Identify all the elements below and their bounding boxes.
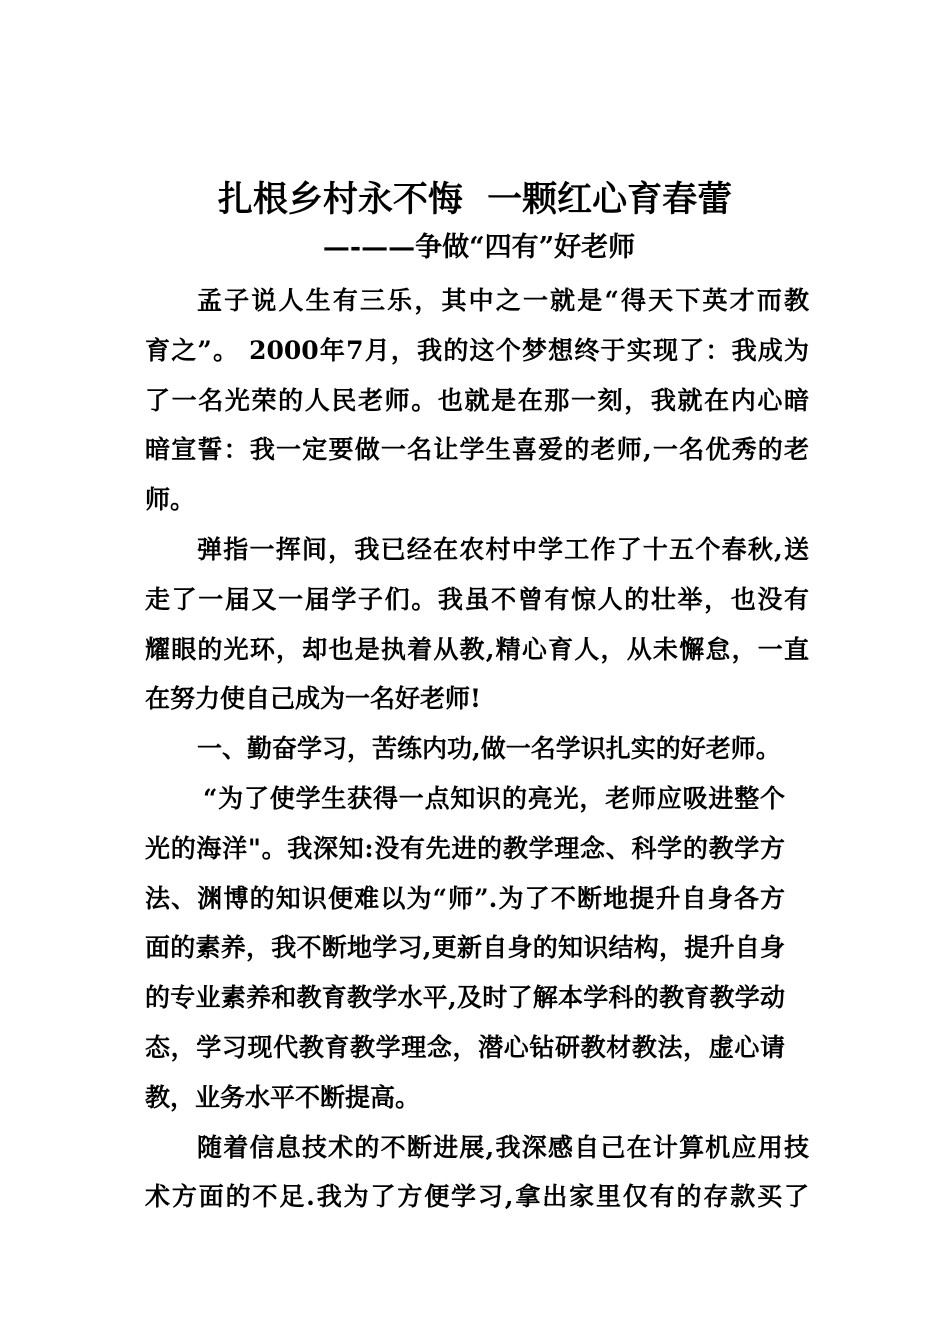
paragraph-line: 光的海洋"。我深知:没有先进的教学理念、科学的教学方	[145, 833, 785, 863]
paragraph-line: 耀眼的光环，却也是执着从教,精心育人，从未懈怠，一直	[145, 634, 809, 664]
paragraph-line: 教，业务水平不断提高。	[145, 1082, 421, 1112]
document-body	[145, 276, 809, 1222]
paragraph-line: 面的素养，我不断地学习,更新自身的知识结构，提升自身	[145, 933, 785, 963]
paragraph-line: 在努力使自己成为一名好老师!	[145, 684, 481, 714]
document-subtitle: —-——争做“四有”好老师	[322, 232, 636, 263]
paragraph-line: 了一名光荣的人民老师。也就是在那一刻，我就在内心暗	[145, 385, 809, 415]
section-heading: 一、勤奋学习，苦练内功,做一名学识扎实的好老师。	[197, 734, 781, 764]
paragraph-line: 孟子说人生有三乐，其中之一就是“得天下英才而教	[197, 286, 809, 315]
paragraph-line: 的专业素养和教育教学水平,及时了解本学科的教育教学动	[145, 983, 785, 1013]
document-title: 扎根乡村永不悔 一颗红心育春蕾	[217, 179, 733, 220]
paragraph-line: 态，学习现代教育教学理念，潜心钻研教材教法，虚心请	[145, 1032, 785, 1062]
paragraph-line: 走了一届又一届学子们。我虽不曾有惊人的壮举，也没有	[145, 584, 809, 614]
paragraph-line: 法、渊博的知识便难以为“师”.为了不断地提升自身各方	[145, 883, 785, 913]
paragraph-line: 弹指一挥间，我已经在农村中学工作了十五个春秋,送	[197, 534, 809, 564]
paragraph-line: 随着信息技术的不断进展,我深感自己在计算机应用技	[197, 1132, 809, 1162]
paragraph-line: 师。	[145, 485, 196, 515]
paragraph-line: 暗宣誓：我一定要做一名让学生喜爱的老师,一名优秀的老	[145, 435, 809, 465]
paragraph-line: 术方面的不足.我为了方便学习,拿出家里仅有的存款买了	[145, 1182, 809, 1212]
paragraph-line: 育之”。 2000年7月，我的这个梦想终于实现了：我成为	[145, 335, 809, 365]
paragraph-line: “为了使学生获得一点知识的亮光，老师应吸进整个	[203, 783, 785, 813]
